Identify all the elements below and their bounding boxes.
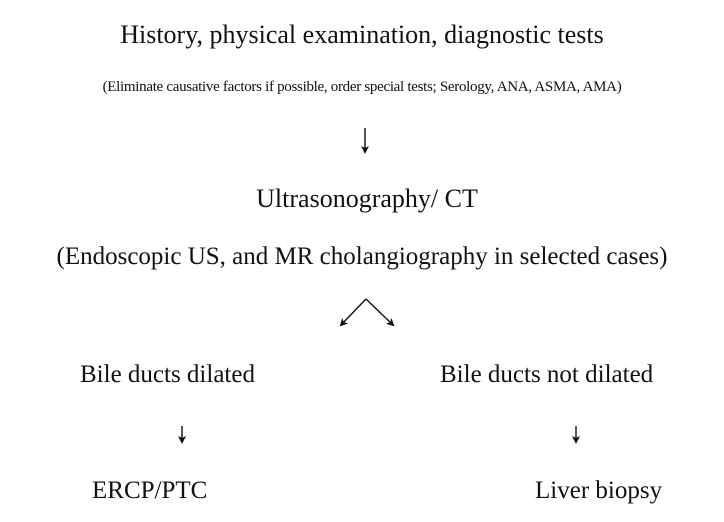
arrow-split-right <box>366 299 393 325</box>
outcome-ercp-ptc: ERCP/PTC <box>92 477 208 504</box>
branch-ducts-not-dilated: Bile ducts not dilated <box>440 361 654 388</box>
step-history: History, physical examination, diagnostic tests <box>120 20 604 49</box>
step-imaging: Ultrasonography/ CT <box>256 184 478 213</box>
step-imaging-note: (Endoscopic US, and MR cholangiography in selected cases) <box>56 243 668 270</box>
arrow-split-left <box>341 299 366 325</box>
step-history-note: (Eliminate causative factors if possible, order special tests; Serology, ANA, ASMA, AMA) <box>102 79 622 95</box>
outcome-liver-biopsy: Liver biopsy <box>535 477 663 504</box>
branch-ducts-dilated: Bile ducts dilated <box>80 361 255 388</box>
